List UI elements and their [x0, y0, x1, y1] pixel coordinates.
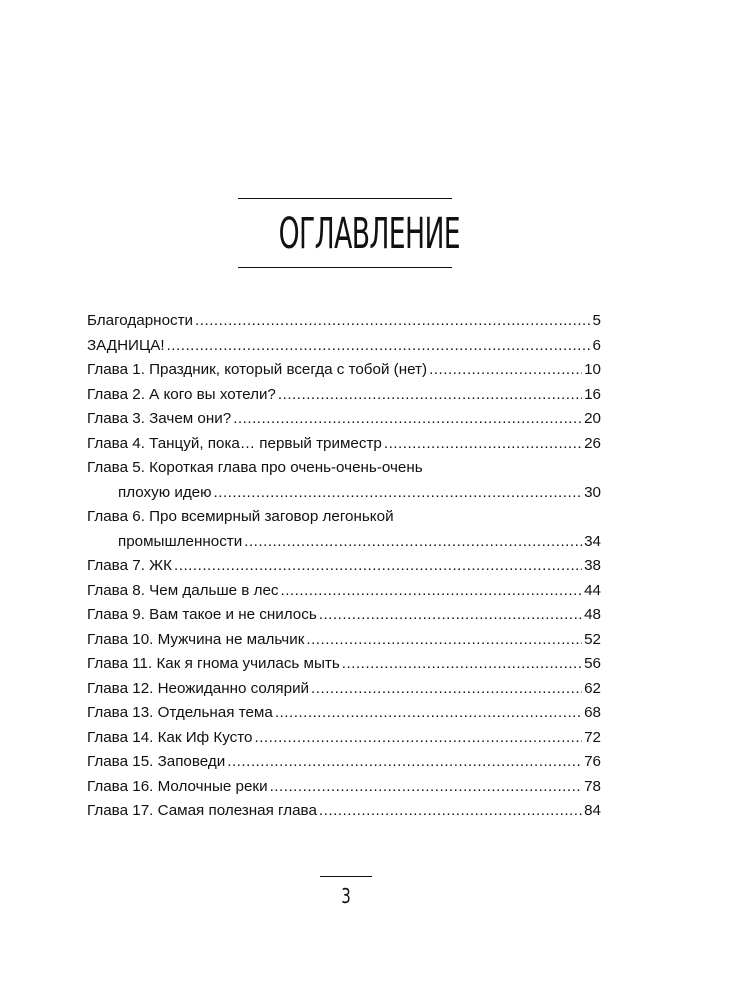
toc-leader-dots — [174, 554, 582, 579]
toc-entry — [87, 799, 601, 824]
toc-entry-label: Глава 6. Про всемирный заговор легонькой — [87, 508, 394, 525]
toc-entry-page: 30 — [584, 483, 601, 501]
toc-entry-page: 78 — [584, 777, 601, 795]
toc-entry — [87, 652, 601, 677]
toc-entry — [87, 456, 601, 481]
toc-leader-dots — [275, 701, 582, 726]
toc-entry — [87, 628, 601, 653]
toc-entry — [87, 554, 601, 579]
toc-leader-dots — [270, 775, 583, 800]
toc-entry-label: Глава 2. А кого вы хотели? — [87, 385, 276, 403]
toc-entry-label: Глава 8. Чем дальше в лес — [87, 581, 279, 599]
toc-leader-dots — [214, 481, 583, 506]
toc-entry-label: Глава 10. Мужчина не мальчик — [87, 630, 305, 648]
toc-leader-dots — [319, 603, 582, 628]
toc-entry-label: Глава 9. Вам такое и не снилось — [87, 606, 317, 623]
toc-entry-label: Глава 11. Как я гнома училась мыть — [87, 655, 340, 672]
toc-leader-dots — [342, 652, 582, 677]
toc-entry-label: Глава 17. Самая полезная глава — [87, 802, 317, 819]
toc-entry-page: 48 — [584, 606, 601, 623]
title-rule-top — [238, 198, 452, 199]
table-of-contents — [87, 309, 601, 824]
page-number: 3 — [341, 884, 351, 908]
toc-entry — [87, 750, 601, 775]
toc-entry — [87, 677, 601, 702]
toc-entry-label: Глава 4. Танцуй, пока… первый триместр — [87, 434, 382, 452]
toc-entry — [87, 309, 601, 334]
toc-entry — [87, 726, 601, 751]
toc-entry-label: Благодарности — [87, 312, 194, 329]
page-title: ОГЛАВЛЕНИЕ — [278, 209, 461, 259]
page-number-rule — [320, 876, 372, 877]
toc-entry — [87, 505, 601, 530]
toc-entry-page: 10 — [584, 361, 601, 378]
toc-leader-dots — [306, 628, 582, 653]
toc-entry-page: 56 — [584, 655, 601, 672]
toc-entry-continuation: плохую идею — [118, 483, 212, 501]
toc-entry-label: Глава 16. Молочные реки — [87, 777, 268, 795]
toc-entry-page: 72 — [584, 728, 601, 746]
toc-entry-page: 52 — [584, 630, 601, 648]
toc-entry-page: 26 — [584, 434, 601, 452]
toc-leader-dots — [280, 579, 582, 604]
toc-leader-dots — [167, 334, 591, 359]
toc-entry-label: Глава 5. Короткая глава про очень-очень-очень — [87, 459, 423, 476]
toc-leader-dots — [254, 726, 582, 751]
toc-leader-dots — [384, 432, 582, 457]
toc-entry — [87, 432, 601, 457]
toc-leader-dots — [429, 358, 582, 383]
toc-entry-page: 16 — [584, 385, 601, 403]
toc-entry-page: 6 — [592, 336, 601, 354]
toc-entry-continuation-row — [87, 530, 601, 555]
toc-entry-label: Глава 3. Зачем они? — [87, 410, 232, 427]
toc-entry-label: Глава 13. Отдельная тема — [87, 704, 273, 721]
toc-entry — [87, 407, 601, 432]
toc-leader-dots — [319, 799, 582, 824]
toc-entry-page: 84 — [584, 802, 601, 819]
toc-entry-continuation-row — [87, 481, 601, 506]
toc-entry — [87, 775, 601, 800]
toc-entry-page: 68 — [584, 704, 601, 721]
title-rule-bottom — [238, 267, 452, 268]
toc-entry-label: Глава 15. Заповеди — [87, 753, 226, 770]
toc-entry-page: 38 — [584, 557, 601, 574]
toc-leader-dots — [244, 530, 582, 555]
toc-entry-label: Глава 1. Праздник, который всегда с тобой (нет) — [87, 361, 428, 378]
toc-entry-label: ЗАДНИЦА! — [87, 336, 165, 354]
toc-entry-label: Глава 7. ЖК — [87, 557, 172, 574]
toc-entry-page: 34 — [584, 532, 601, 550]
toc-entry-page: 5 — [592, 312, 601, 329]
toc-entry — [87, 603, 601, 628]
toc-entry-page: 20 — [584, 410, 601, 427]
toc-leader-dots — [311, 677, 582, 702]
toc-entry-continuation: промышленности — [118, 532, 243, 550]
toc-entry — [87, 358, 601, 383]
toc-entry-page: 76 — [584, 753, 601, 770]
toc-leader-dots — [233, 407, 582, 432]
toc-leader-dots — [278, 383, 582, 408]
toc-entry-label: Глава 12. Неожиданно солярий — [87, 679, 310, 697]
toc-entry — [87, 383, 601, 408]
toc-entry-page: 44 — [584, 581, 601, 599]
toc-entry-label: Глава 14. Как Иф Кусто — [87, 728, 253, 746]
toc-leader-dots — [195, 309, 591, 334]
toc-entry — [87, 701, 601, 726]
toc-entry-page: 62 — [584, 679, 601, 697]
toc-entry — [87, 579, 601, 604]
toc-leader-dots — [227, 750, 582, 775]
toc-entry — [87, 334, 601, 359]
